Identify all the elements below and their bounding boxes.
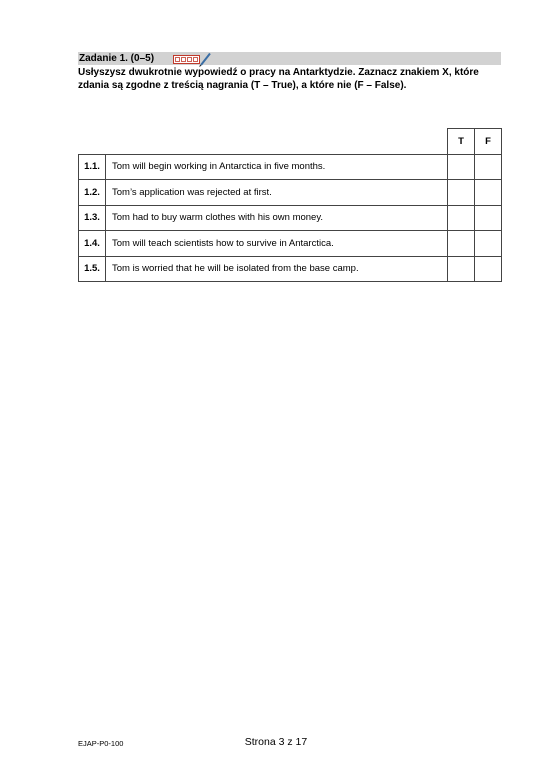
answer-false-cell[interactable] [475, 180, 502, 206]
answer-false-cell[interactable] [475, 231, 502, 257]
answer-true-cell[interactable] [448, 205, 475, 231]
answer-true-cell[interactable] [448, 154, 475, 180]
row-statement: Tom’s application was rejected at first. [106, 180, 448, 206]
row-number: 1.3. [79, 205, 106, 231]
table-header-row [79, 129, 502, 155]
row-statement: Tom is worried that he will be isolated from the base camp. [106, 256, 448, 282]
header-true: T [448, 129, 475, 155]
row-number: 1.5. [79, 256, 106, 282]
table-row [79, 154, 502, 180]
row-number: 1.4. [79, 231, 106, 257]
page-number: Strona 3 z 17 [244, 736, 308, 748]
true-false-table [78, 128, 502, 282]
table-row [79, 231, 502, 257]
header-blank-cell [79, 129, 448, 155]
answer-false-cell[interactable] [475, 256, 502, 282]
answer-true-cell[interactable] [448, 256, 475, 282]
answer-false-cell[interactable] [475, 205, 502, 231]
answer-false-cell[interactable] [475, 154, 502, 180]
header-false: F [475, 129, 502, 155]
task-instruction: Usłyszysz dwukrotnie wypowiedź o pracy na Antarktydzie. Zaznacz znakiem X, które zdania są zgodne z treścią nagrania (T – True), a które nie (F – False). [78, 67, 479, 91]
score-boxes-pen-icon [173, 53, 213, 67]
task-header [78, 52, 501, 65]
row-number: 1.2. [79, 180, 106, 206]
exam-code: EJAP-P0-100 [78, 739, 124, 748]
row-number: 1.1. [79, 154, 106, 180]
answer-true-cell[interactable] [448, 231, 475, 257]
task-title: Zadanie 1. (0–5) [79, 53, 155, 64]
table-row [79, 256, 502, 282]
table-row [79, 180, 502, 206]
answer-true-cell[interactable] [448, 180, 475, 206]
row-statement: Tom will begin working in Antarctica in five months. [106, 154, 448, 180]
row-statement: Tom had to buy warm clothes with his own money. [106, 205, 448, 231]
row-statement: Tom will teach scientists how to survive in Antarctica. [106, 231, 448, 257]
table-row [79, 205, 502, 231]
